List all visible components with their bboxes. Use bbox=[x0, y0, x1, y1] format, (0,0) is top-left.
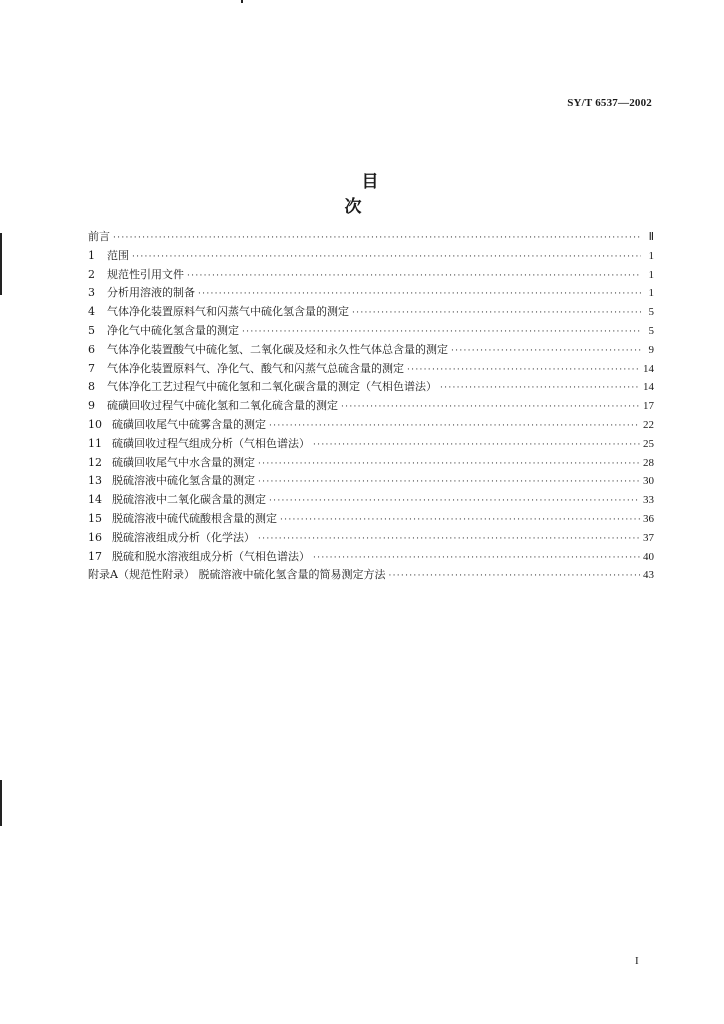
toc-leader-dots bbox=[113, 229, 641, 248]
toc-entry-page: 5 bbox=[648, 306, 654, 319]
toc-title: 目 次 bbox=[344, 172, 413, 217]
toc-entry-label: 脱硫溶液中硫化氢含量的测定 bbox=[112, 474, 255, 488]
toc-entry-number: 3 bbox=[88, 286, 95, 300]
toc-entry bbox=[88, 510, 654, 529]
toc-entry-label: 附录A（规范性附录） 脱硫溶液中硫化氢含量的简易测定方法 bbox=[88, 568, 386, 582]
toc-entry-label: 硫磺回收过程气中硫化氢和二氧化硫含量的测定 bbox=[107, 399, 338, 413]
toc-entry-label: 脱硫溶液中二氧化碳含量的测定 bbox=[112, 493, 266, 507]
toc-entry-number: 8 bbox=[88, 380, 95, 394]
scan-artifact bbox=[241, 0, 243, 3]
toc-leader-dots bbox=[388, 567, 640, 586]
toc-entry bbox=[88, 529, 654, 548]
toc-entry-number: 10 bbox=[88, 417, 102, 431]
toc-entry-label: 脱硫和脱水溶液组成分析（气相色谱法） bbox=[112, 549, 310, 563]
toc-entry bbox=[88, 548, 654, 567]
toc-entry-number: 16 bbox=[88, 530, 102, 544]
toc-leader-dots bbox=[258, 530, 640, 549]
toc-leader-dots bbox=[269, 492, 640, 511]
toc-entry-page: 1 bbox=[648, 249, 654, 262]
toc-entry-page: 5 bbox=[648, 324, 654, 337]
toc-entry-label: 前言 bbox=[88, 230, 110, 243]
toc-leader-dots bbox=[313, 436, 640, 455]
toc-entry-number: 2 bbox=[88, 267, 95, 281]
toc-entry-number: 15 bbox=[88, 511, 102, 525]
toc-entry-page: 1 bbox=[648, 268, 654, 281]
toc-leader-dots bbox=[407, 361, 640, 380]
toc-entry bbox=[88, 266, 654, 285]
toc-leader-dots bbox=[313, 549, 640, 568]
toc-entry-label: 硫磺回收尾气中硫雾含量的测定 bbox=[112, 417, 266, 431]
toc-entry-number: 6 bbox=[88, 342, 95, 356]
toc-entry-label: 气体净化工艺过程气中硫化氢和二氧化碳含量的测定（气相色谱法） bbox=[107, 380, 437, 394]
toc-leader-dots bbox=[242, 323, 641, 342]
toc-entry-label: 脱硫溶液组成分析（化学法） bbox=[112, 530, 255, 544]
toc-leader-dots bbox=[451, 342, 641, 361]
table-of-contents bbox=[88, 228, 654, 585]
toc-entry-number: 12 bbox=[88, 455, 102, 469]
toc-leader-dots bbox=[258, 473, 640, 492]
toc-entry-page: 22 bbox=[643, 418, 654, 431]
toc-entry-page: 43 bbox=[643, 569, 654, 582]
toc-entry-number: 17 bbox=[88, 549, 102, 563]
toc-entry-number: 9 bbox=[88, 399, 95, 413]
toc-entry-page: 37 bbox=[643, 531, 654, 544]
toc-entry-page: 28 bbox=[643, 456, 654, 469]
toc-entry-page: 30 bbox=[643, 475, 654, 488]
toc-entry bbox=[88, 566, 654, 585]
document-code: SY/T 6537—2002 bbox=[567, 97, 652, 109]
toc-entry-page: Ⅱ bbox=[648, 231, 654, 243]
toc-entry-number: 7 bbox=[88, 361, 95, 375]
toc-leader-dots bbox=[258, 455, 640, 474]
toc-entry bbox=[88, 322, 654, 341]
scan-artifact bbox=[0, 780, 2, 826]
toc-leader-dots bbox=[269, 417, 640, 436]
toc-entry-number: 13 bbox=[88, 474, 102, 488]
toc-leader-dots bbox=[280, 511, 640, 530]
toc-entry-page: 17 bbox=[643, 400, 654, 413]
toc-entry-page: 40 bbox=[643, 550, 654, 563]
toc-entry bbox=[88, 341, 654, 360]
toc-entry-label: 硫磺回收过程气组成分析（气相色谱法） bbox=[112, 436, 310, 450]
toc-entry bbox=[88, 397, 654, 416]
toc-leader-dots bbox=[352, 304, 641, 323]
toc-entry-label: 气体净化装置原料气、净化气、酸气和闪蒸气总硫含量的测定 bbox=[107, 361, 404, 375]
toc-leader-dots bbox=[341, 398, 640, 417]
toc-entry-number: 5 bbox=[88, 323, 95, 337]
toc-leader-dots bbox=[132, 248, 641, 267]
toc-entry-label: 脱硫溶液中硫代硫酸根含量的测定 bbox=[112, 511, 277, 525]
toc-entry bbox=[88, 303, 654, 322]
toc-entry bbox=[88, 360, 654, 379]
toc-entry-page: 14 bbox=[643, 381, 654, 394]
toc-leader-dots bbox=[198, 285, 641, 304]
toc-entry-number: 11 bbox=[88, 436, 102, 450]
toc-entry-label: 硫磺回收尾气中水含量的测定 bbox=[112, 455, 255, 469]
toc-entry-page: 33 bbox=[643, 494, 654, 507]
toc-entry-number: 14 bbox=[88, 493, 102, 507]
toc-entry bbox=[88, 416, 654, 435]
toc-entry-page: 1 bbox=[648, 287, 654, 300]
page-number: I bbox=[635, 955, 639, 967]
toc-entry bbox=[88, 491, 654, 510]
toc-entry-label: 规范性引用文件 bbox=[107, 267, 184, 281]
toc-entry bbox=[88, 435, 654, 454]
toc-entry-page: 14 bbox=[643, 362, 654, 375]
toc-entry bbox=[88, 472, 654, 491]
toc-entry-number: 4 bbox=[88, 305, 95, 319]
toc-entry bbox=[88, 247, 654, 266]
toc-entry-page: 25 bbox=[643, 437, 654, 450]
toc-entry bbox=[88, 454, 654, 473]
toc-entry-label: 分析用溶液的制备 bbox=[107, 286, 195, 300]
toc-entry-label: 气体净化装置原料气和闪蒸气中硫化氢含量的测定 bbox=[107, 305, 349, 319]
toc-entry-label: 气体净化装置酸气中硫化氢、二氧化碳及烃和永久性气体总含量的测定 bbox=[107, 342, 448, 356]
toc-leader-dots bbox=[440, 379, 640, 398]
toc-entry-page: 36 bbox=[643, 512, 654, 525]
toc-entry-label: 范围 bbox=[107, 248, 129, 262]
toc-leader-dots bbox=[187, 267, 641, 286]
toc-entry bbox=[88, 378, 654, 397]
scan-artifact bbox=[0, 233, 2, 295]
toc-entry bbox=[88, 228, 654, 247]
toc-entry-number: 1 bbox=[88, 248, 95, 262]
toc-entry-label: 净化气中硫化氢含量的测定 bbox=[107, 323, 239, 337]
toc-entry-page: 9 bbox=[648, 343, 654, 356]
toc-entry bbox=[88, 284, 654, 303]
